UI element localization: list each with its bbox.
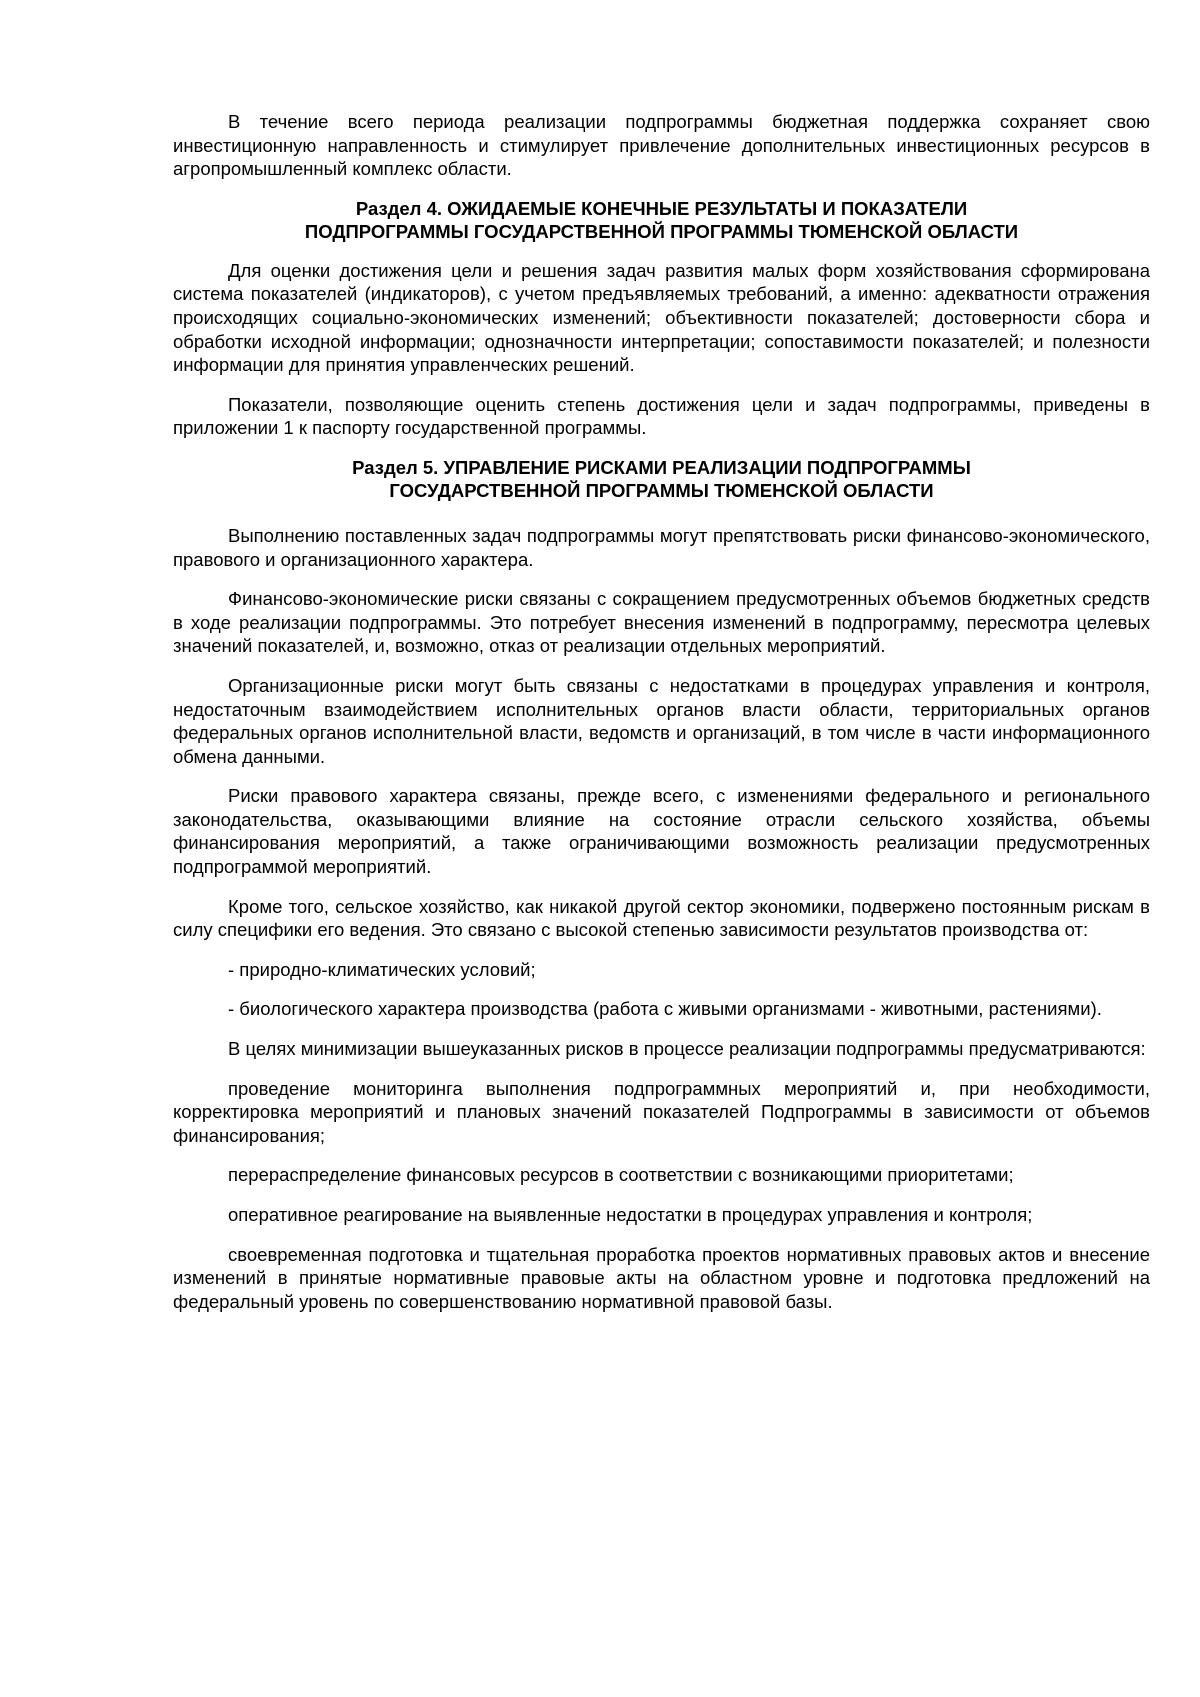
section-4-paragraph: Показатели, позволяющие оценить степень достижения цели и задач подпрограммы, приведены в приложении 1 к паспорту государственной программы.: [173, 393, 1150, 439]
document-page: [173, 110, 1150, 1313]
section-5-heading: [173, 456, 1150, 502]
section-5-paragraph: Кроме того, сельское хозяйство, как никакой другой сектор экономики, подвержено постоянным рискам в силу специфики его ведения. Это связано с высокой степенью зависимости результатов производства от:: [173, 895, 1150, 941]
section-5-heading-line-1: Раздел 5. УПРАВЛЕНИЕ РИСКАМИ РЕАЛИЗАЦИИ ПОДПРОГРАММЫ: [352, 456, 971, 478]
section-5-paragraph: Финансово-экономические риски связаны с сокращением предусмотренных объемов бюджетных средств в ходе реализации подпрограммы. Это потребует внесения изменений в подпрограмму, пересмотра целевых значений показателей, и, возможно, отказ от реализации отдельных мероприятий.: [173, 588, 1150, 657]
section-5-paragraph: Выполнению поставленных задач подпрограммы могут препятствовать риски финансово-экономического, правового и организационного характера.: [173, 524, 1150, 570]
section-4-heading: [173, 197, 1150, 243]
section-5-list-item: - природно-климатических условий;: [228, 958, 536, 980]
section-5-list-item: - биологического характера производства (работа с живыми организмами - животными, растениями).: [228, 998, 1102, 1020]
section-5-paragraph: Организационные риски могут быть связаны с недостатками в процедурах управления и контроля, недостаточным взаимодействием исполнительных органов власти области, территориальных органов федеральных органов исполнительной власти, ведомств и организаций, в том числе в части информационного обмена данными.: [173, 674, 1150, 767]
section-5-paragraph: Риски правового характера связаны, прежде всего, с изменениями федерального и регионального законодательства, оказывающими влияние на состояние отрасли сельского хозяйства, объемы финансирования мероприятий, а также ограничивающими возможность реализации предусмотренных подпрограммой мероприятий.: [173, 785, 1150, 878]
section-4-paragraph: Для оценки достижения цели и решения задач развития малых форм хозяйствования сформирована система показателей (индикаторов), с учетом предъявляемых требований, а именно: адекватности отражения происходящих социально-экономических изменений; объективности показателей; достоверности сбора и обработки исходной информации; однозначности интерпретации; сопоставимости показателей; и полезности информации для принятия управленческих решений.: [173, 259, 1150, 376]
section-5-heading-line-2: ГОСУДАРСТВЕННОЙ ПРОГРАММЫ ТЮМЕНСКОЙ ОБЛАСТИ: [389, 479, 934, 501]
section-5-measure: перераспределение финансовых ресурсов в соответствии с возникающими приоритетами;: [228, 1164, 1014, 1186]
intro-paragraph: В течение всего периода реализации подпрограммы бюджетная поддержка сохраняет свою инвестиционную направленность и стимулирует привлечение дополнительных инвестиционных ресурсов в агропромышленный комплекс области.: [173, 111, 1150, 180]
section-4-heading-line-1: Раздел 4. ОЖИДАЕМЫЕ КОНЕЧНЫЕ РЕЗУЛЬТАТЫ И ПОКАЗАТЕЛИ: [355, 197, 968, 219]
section-5-measure: оперативное реагирование на выявленные недостатки в процедурах управления и контроля;: [228, 1204, 1033, 1225]
section-5-measure: своевременная подготовка и тщательная проработка проектов нормативных правовых актов и внесение изменений в принятые нормативные правовые акты на областном уровне и подготовка предложений на федеральный уровень по совершенствованию нормативной правовой базы.: [173, 1243, 1150, 1312]
section-5-measure: проведение мониторинга выполнения подпрограммных мероприятий и, при необходимости, корректировка мероприятий и плановых значений показателей Подпрограммы в зависимости от объемов финансирования;: [173, 1077, 1150, 1146]
section-5-paragraph: В целях минимизации вышеуказанных рисков в процессе реализации подпрограммы предусматриваются:: [228, 1038, 1146, 1060]
section-4-heading-line-2: ПОДПРОГРАММЫ ГОСУДАРСТВЕННОЙ ПРОГРАММЫ ТЮМЕНСКОЙ ОБЛАСТИ: [304, 220, 1019, 242]
